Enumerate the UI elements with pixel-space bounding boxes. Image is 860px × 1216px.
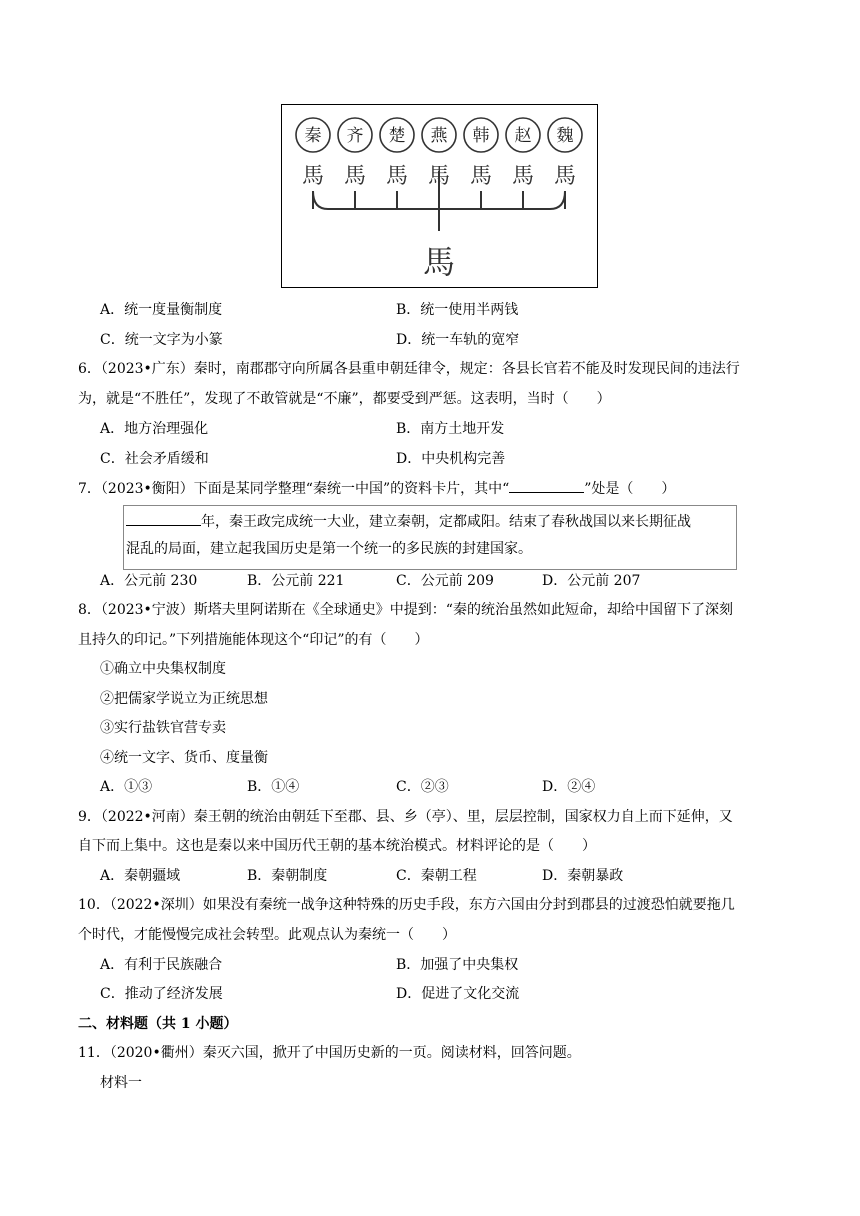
state-name: 韩 [472,126,490,146]
q7-card-blank [126,510,201,526]
q7-card-line1 [126,510,691,532]
unified-script-glyph: 馬 [422,243,456,281]
q7-stem-pre: 7．（2023•衡阳）下面是某同学整理“秦统一中国”的资料卡片，其中“ [78,481,510,497]
section-heading: 二、材料题（共 1 小题） [78,1016,238,1032]
q5-option-d[interactable]: D．统一车轨的宽窄 [396,332,520,348]
q9-stem-line2: 自下而上集中。这也是秦以来中国历代王朝的基本统治模式。材料评论的是（ ） [78,838,596,854]
q8-stem-line1: 8．（2023•宁波）斯塔夫里阿诺斯在《全球通史》中提到：“秦的统治虽然如此短命，却给中国留下了深刻 [78,602,733,618]
q6-stem-line2: 为，就是“不胜任”，发现了不敢管就是“不廉”，都要受到严惩。这表明，当时（ ） [78,391,611,407]
q8-option-b[interactable]: B．①④ [247,779,300,795]
state-script-glyph: 馬 [553,164,577,189]
q7-stem [78,477,675,499]
q7-stem-post: ”处是（ ） [584,481,676,497]
script-unification-figure [281,104,598,288]
state-script-glyph: 馬 [343,164,367,189]
q9-option-c[interactable]: C．秦朝工程 [396,868,477,884]
state-name: 燕 [430,126,448,146]
q10-stem-line2: 个时代，才能慢慢完成社会转型。此观点认为秦统一（ ） [78,927,456,943]
q6-option-d[interactable]: D．中央机构完善 [396,451,506,467]
q11-stem: 11．（2020•衢州）秦灭六国，掀开了中国历史新的一页。阅读材料，回答问题。 [78,1045,581,1061]
q10-stem-line1: 10．（2022•深圳）如果没有秦统一战争这种特殊的历史手段，东方六国由分封到郡县的过渡恐怕就要拖几 [78,897,735,913]
q10-option-c[interactable]: C．推动了经济发展 [100,986,223,1002]
q6-stem-line1: 6．（2023•广东）秦时，南郡郡守向所属各县重申朝廷律令，规定：各县长官若不能及时发现民间的违法行 [78,361,740,377]
q11-material-label: 材料一 [100,1075,142,1091]
state-script-glyph: 馬 [427,164,451,189]
q8-statement-4: ④统一文字、货币、度量衡 [100,750,268,766]
state-name: 秦 [304,126,322,146]
q8-statement-2: ②把儒家学说立为正统思想 [100,691,268,707]
q8-statement-1: ①确立中央集权制度 [100,661,226,677]
q9-stem-line1: 9．（2022•河南）秦王朝的统治由朝廷下至郡、县、乡（亭）、里，层层控制，国家权力自上而下延伸，又 [78,809,733,825]
q6-option-c[interactable]: C．社会矛盾缓和 [100,451,209,467]
state-name: 魏 [556,126,574,146]
q8-option-c[interactable]: C．②③ [396,779,449,795]
state-name: 赵 [514,126,532,146]
state-name: 楚 [388,126,406,146]
q7-option-c[interactable]: C．公元前 209 [396,573,494,589]
q10-option-d[interactable]: D．促进了文化交流 [396,986,520,1002]
state-script-glyph: 馬 [469,164,493,189]
q7-card-line2: 混乱的局面，建立起我国历史是第一个统一的多民族的封建国家。 [126,541,532,557]
q5-option-c[interactable]: C．统一文字为小篆 [100,332,223,348]
script-unification-diagram [282,105,596,286]
q8-option-d[interactable]: D．②④ [542,779,596,795]
q10-option-b[interactable]: B．加强了中央集权 [396,957,519,973]
state-script-glyph: 馬 [301,164,325,189]
state-script-glyph: 馬 [511,164,535,189]
q9-option-d[interactable]: D．秦朝暴政 [542,868,624,884]
q6-option-b[interactable]: B．南方土地开发 [396,421,505,437]
q7-option-b[interactable]: B．公元前 221 [247,573,345,589]
q8-stem-line2: 且持久的印记。”下列措施能体现这个“印记”的有（ ） [78,632,429,648]
q8-option-a[interactable]: A．①③ [100,779,153,795]
q7-option-d[interactable]: D．公元前 207 [542,573,641,589]
q7-blank [509,477,584,493]
q8-statement-3: ③实行盐铁官营专卖 [100,720,226,736]
q7-card-line1-text: 年，秦王政完成统一大业，建立秦朝，定都咸阳。结束了春秋战国以来长期征战 [201,514,691,530]
state-script-glyph: 馬 [385,164,409,189]
state-name: 齐 [346,126,364,146]
q6-option-a[interactable]: A．地方治理强化 [100,421,209,437]
q7-option-a[interactable]: A．公元前 230 [100,573,198,589]
q9-option-a[interactable]: A．秦朝疆域 [100,868,181,884]
q10-option-a[interactable]: A．有利于民族融合 [100,957,223,973]
q9-option-b[interactable]: B．秦朝制度 [247,868,328,884]
q5-option-a[interactable]: A．统一度量衡制度 [100,302,223,318]
q5-option-b[interactable]: B．统一使用半两钱 [396,302,519,318]
